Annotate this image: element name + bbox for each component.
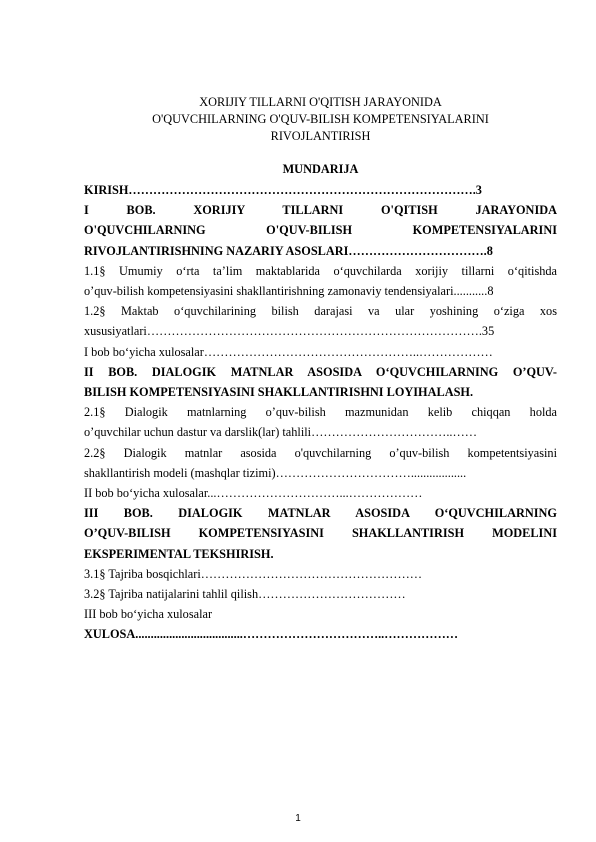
toc-entry: O’QUV-BILISH KOMPETENSIYASINI SHAKLLANTIRISH MODELINI bbox=[84, 526, 557, 541]
toc-entry: o’quv-bilish kompetensiyasini shakllantirishning zamonaviy tendensiyalari...........8 bbox=[84, 284, 494, 299]
toc-entry: 2.1§ Dialogik matnlarning o’quv-bilish mazmunidan kelib chiqqan holda bbox=[84, 405, 557, 420]
toc-entry: KIRISH………………………………………………………………………….3 bbox=[84, 183, 482, 197]
document-title bbox=[84, 94, 557, 145]
toc-entry: I BOB. XORIJIY TILLARNI O'QITISH JARAYONIDA bbox=[84, 203, 557, 218]
toc-entry: III bob bo‘yicha xulosalar bbox=[84, 607, 213, 622]
toc-entry: xususiyatlari……………………………………………………………………….35 bbox=[84, 324, 495, 339]
toc-entry: 1.2§ Maktab o‘quvchilarining bilish darajasi va ular yoshining o‘ziga xos bbox=[84, 304, 557, 319]
toc-entry: RIVOJLANTIRISHNING NAZARIY ASOSLARI…………………………….8 bbox=[84, 243, 493, 258]
toc-entry: shakllantirish modeli (mashqlar tizimi)…………………………….................. bbox=[84, 465, 467, 480]
toc-entry: III BOB. DIALOGIK MATNLAR ASOSIDA O‘QUVCHILARNING bbox=[84, 506, 557, 521]
title-line-1: XORIJIY TILLARNI O'QITISH JARAYONIDA bbox=[199, 95, 442, 109]
toc-entry: BILISH KOMPETENSIYASINI SHAKLLANTIRISHNI LOYIHALASH. bbox=[84, 385, 474, 400]
toc-entry: II bob bo‘yicha xulosalar...…………………………...……………… bbox=[84, 486, 423, 501]
toc-entry: 2.2§ Dialogik matnlar asosida o'quvchilarning o’quv-bilish kompetentsiyasini bbox=[84, 445, 557, 460]
toc-entry: 1.1§ Umumiy o‘rta ta’lim maktablarida o‘quvchilarda xorijiy tillarni o‘qitishda bbox=[84, 263, 557, 278]
toc-entry: o’quvchilar uchun dastur va darslik(lar) tahlili……………………………..…… bbox=[84, 425, 478, 440]
toc-entry: EKSPERIMENTAL TEKSHIRISH. bbox=[84, 546, 274, 561]
table-of-contents bbox=[84, 180, 557, 645]
toc-heading: MUNDARIJA bbox=[282, 162, 359, 176]
title-line-3: RIVOJLANTIRISH bbox=[270, 129, 371, 143]
toc-entry: 3.2§ Tajriba natijalarini tahlil qilish……………………………… bbox=[84, 587, 406, 602]
page-number: 1 bbox=[295, 813, 301, 824]
toc-entry: 3.1§ Tajriba bosqichlari……………………………………………… bbox=[84, 566, 423, 581]
toc-entry: II BOB. DIALOGIK MATNLAR ASOSIDA O‘QUVCHILARNING O’QUV- bbox=[84, 364, 557, 379]
toc-entry: XULOSA...................................……………………………..……………… bbox=[84, 627, 459, 642]
toc-entry: I bob bo‘yicha xulosalar……………………………………………..……………… bbox=[84, 344, 493, 359]
title-line-2: O'QUVCHILARNING O'QUV-BILISH KOMPETENSIYALARINI bbox=[152, 112, 489, 126]
toc-entry: O'QUVCHILARNING O'QUV-BILISH KOMPETENSIYALARINI bbox=[84, 223, 557, 238]
